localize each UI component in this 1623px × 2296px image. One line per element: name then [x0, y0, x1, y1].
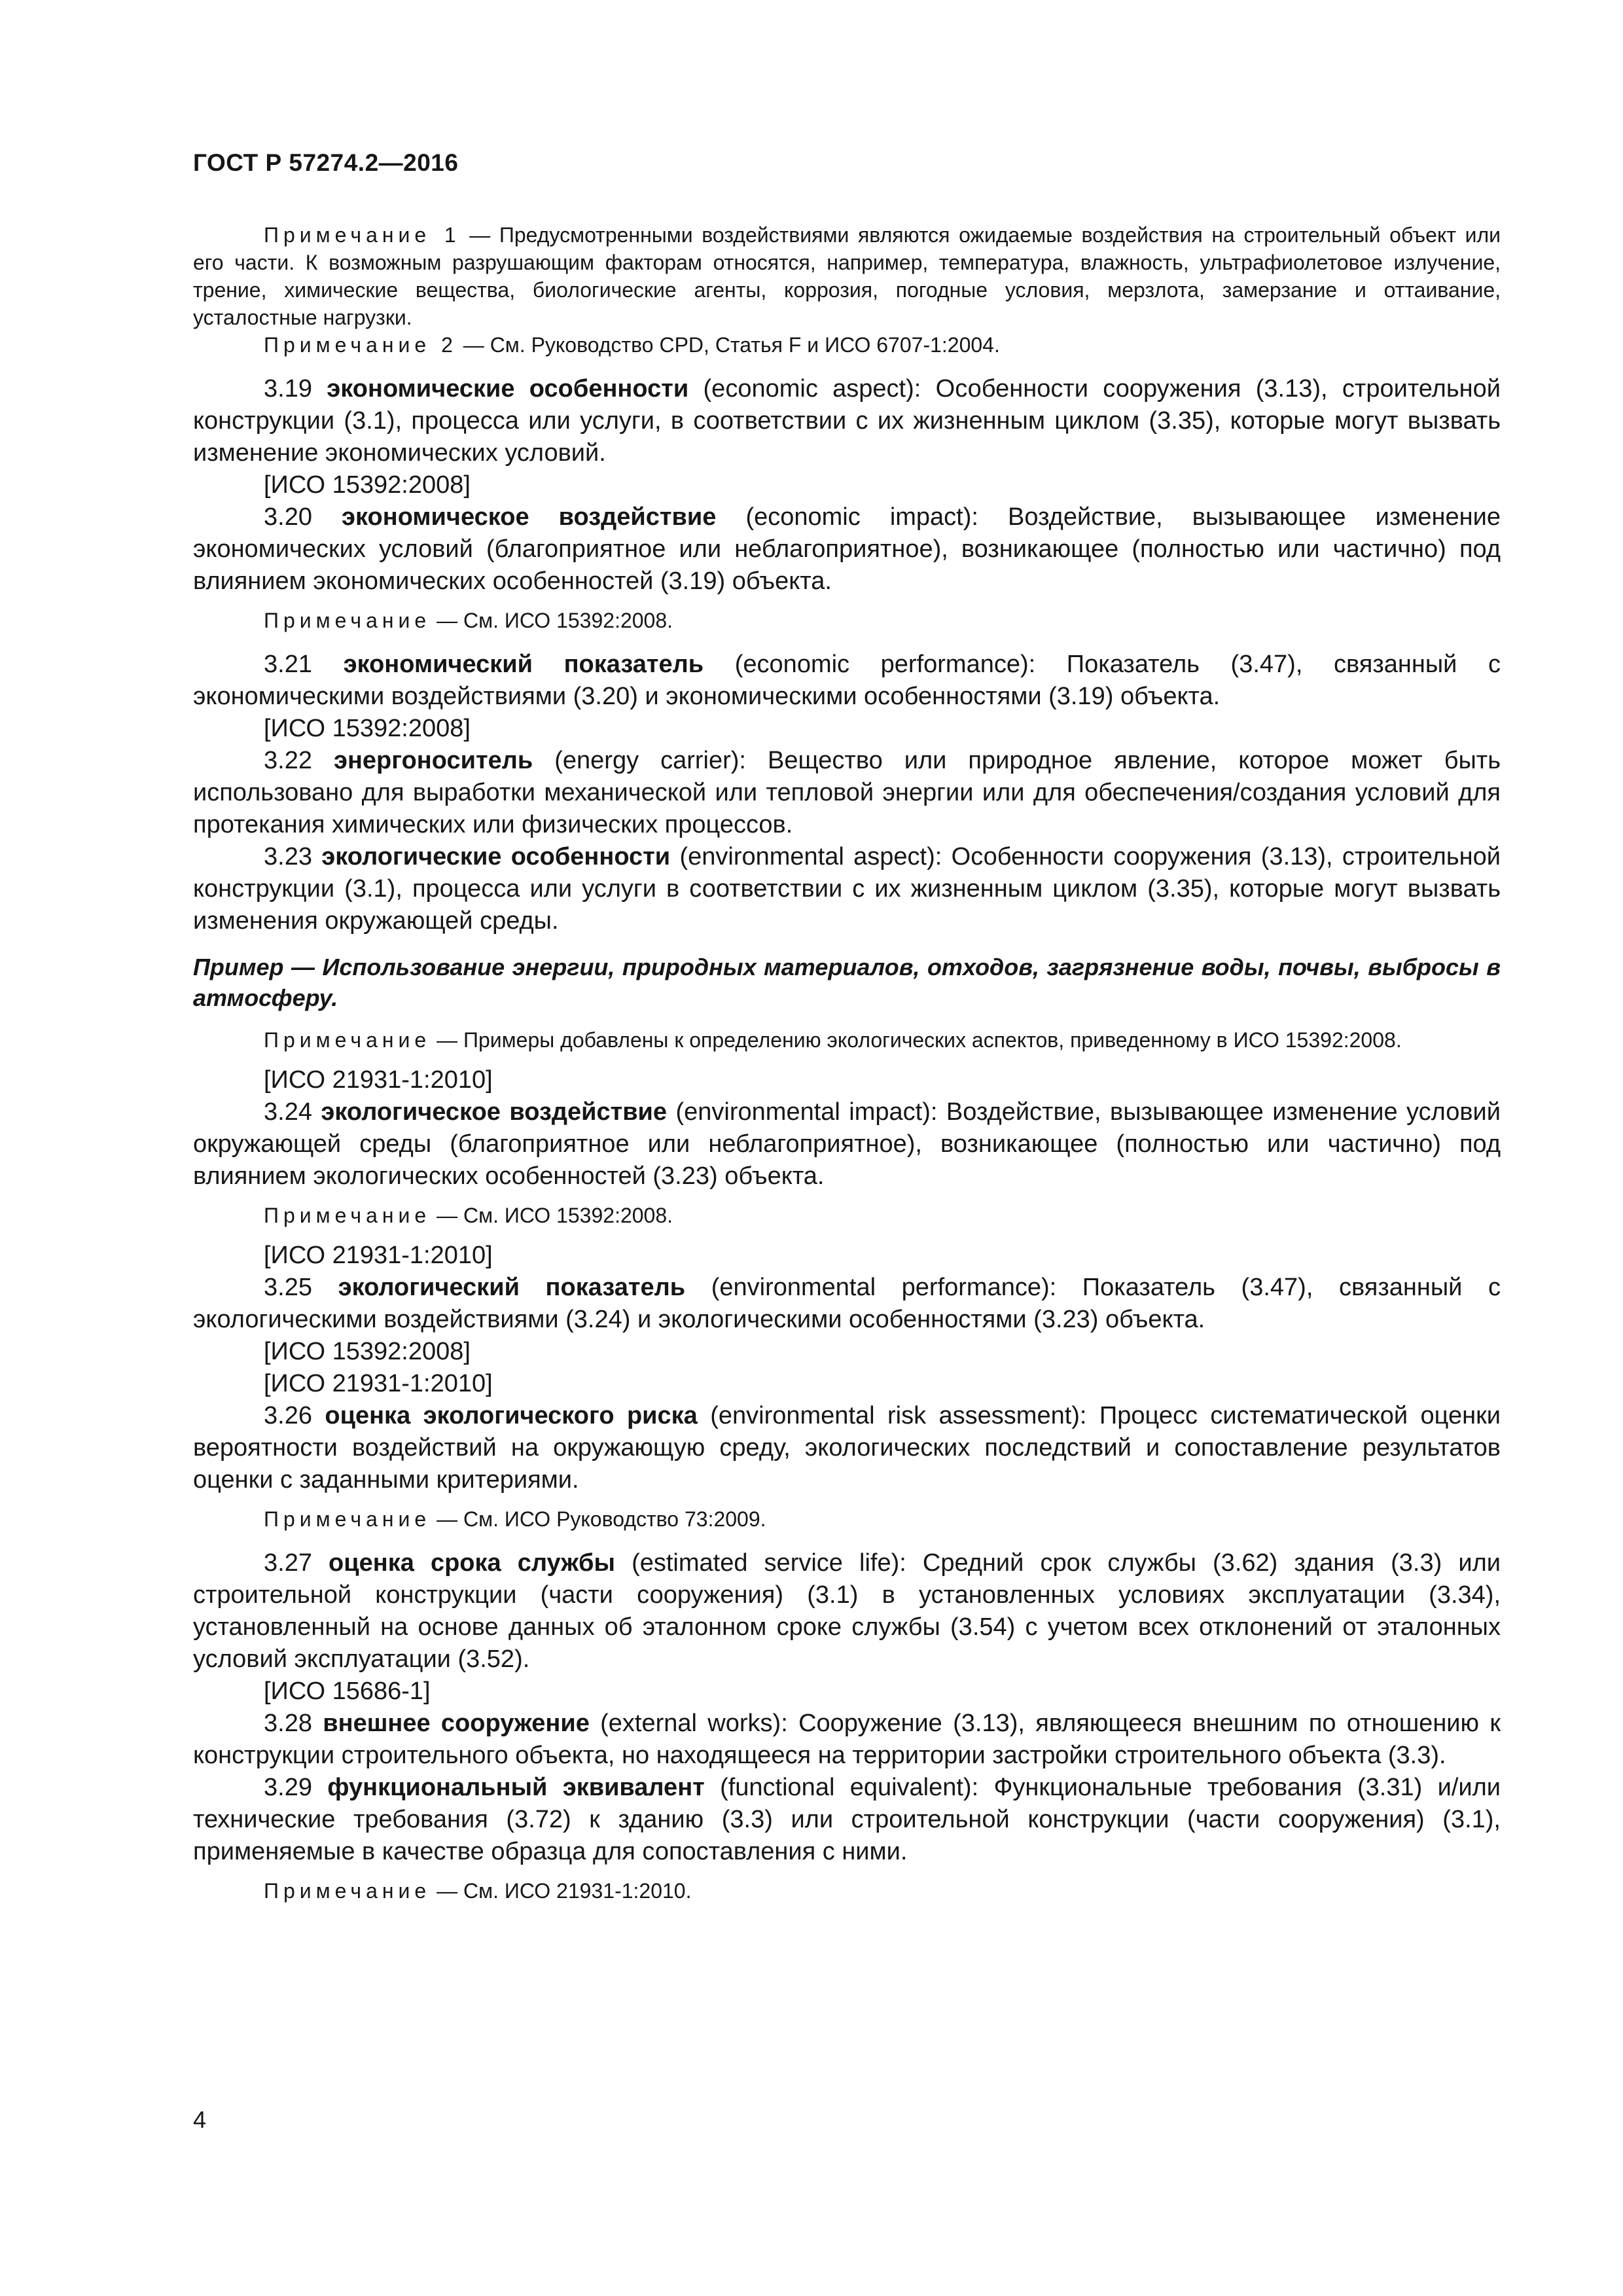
term-3-23 — [193, 841, 1501, 937]
term-number: 3.27 — [264, 1549, 329, 1577]
note-paragraph — [193, 221, 1501, 331]
term-number: 3.19 — [264, 375, 327, 403]
term-definition: (environmental aspect): Особенности сооружения (3.13), строительной конструкции (3.1), процесса или услуги в соответствии с их жизненным циклом (3.35), которые могут вызвать изменения окружающей среды. — [193, 843, 1501, 935]
note-paragraph — [193, 1026, 1501, 1054]
example-paragraph: Пример — Использование энергии, природных материалов, отходов, загрязнение воды, почвы, выбросы в атмосферу. — [193, 954, 1501, 1011]
reference: [ИСО 15392:2008] — [264, 1338, 471, 1365]
term-3-29 — [193, 1772, 1501, 1868]
term-number: 3.28 — [264, 1710, 323, 1737]
note-label: Примечание 2 — [264, 333, 457, 357]
note-label: Примечание 1 — [264, 223, 461, 247]
document-body — [193, 221, 1501, 1905]
note-label: Примечание — [264, 1204, 431, 1227]
reference: [ИСО 21931-1:2010] — [264, 1066, 493, 1094]
term-name: энергоноситель — [333, 747, 533, 774]
reference: [ИСО 15686-1] — [264, 1677, 431, 1705]
document-header: ГОСТ Р 57274.2—2016 — [193, 149, 459, 176]
note-text: — См. ИСО Руководство 73:2009. — [431, 1507, 766, 1531]
note-paragraph — [193, 607, 1501, 634]
term-number: 3.22 — [264, 747, 334, 774]
term-name: оценка экологического риска — [325, 1402, 698, 1429]
term-number: 3.29 — [264, 1774, 328, 1801]
term-definition: (estimated service life): Средний срок службы (3.62) здания (3.3) или строительной конструкции (части сооружения) (3.1) в установленных условиях эксплуатации (3.34), установленный на основе данных об эталонном сроке службы (3.54) с учетом всех отклонений от эталонных условий эксплуатации (3.52). — [193, 1549, 1501, 1673]
note-paragraph — [193, 1505, 1501, 1533]
reference: [ИСО 21931-1:2010] — [264, 1242, 493, 1269]
term-number: 3.21 — [264, 651, 344, 678]
note-text: — См. Руководство CPD, Статья F и ИСО 6707-1:2004. — [457, 333, 1000, 357]
term-number: 3.24 — [264, 1098, 321, 1126]
term-3-19 — [193, 373, 1501, 469]
note-label: Примечание — [264, 1507, 431, 1531]
term-name: функциональный эквивалент — [327, 1774, 705, 1801]
note-label: Примечание — [264, 1879, 431, 1903]
term-name: экономическое воздействие — [342, 503, 717, 531]
term-3-21 — [193, 649, 1501, 713]
note-text: — Предусмотренными воздействиями являются ожидаемые воздействия на строительный объект или его части. К возможным разрушающим факторам относятся, например, температура, влажность, ультрафиолетовое излучение, трение, химические вещества, биологические агенты, коррозия, погодные условия, мерзлота, замерзание и оттаивание, усталостные нагрузки. — [193, 223, 1501, 329]
reference: [ИСО 21931-1:2010] — [264, 1370, 493, 1397]
term-name: внешнее сооружение — [323, 1710, 590, 1737]
term-definition: (external works): Сооружение (3.13), являющееся внешним по отношению к конструкции строительного объекта, но находящееся на территории застройки строительного объекта (3.3). — [193, 1710, 1501, 1769]
note-label: Примечание — [264, 609, 431, 632]
note-text: — Примеры добавлены к определению экологических аспектов, приведенному в ИСО 15392:2008. — [431, 1028, 1402, 1052]
note-text: — См. ИСО 15392:2008. — [431, 609, 673, 632]
term-3-20 — [193, 501, 1501, 598]
note-label: Примечание — [264, 1028, 431, 1052]
term-name: экологическое воздействие — [321, 1098, 668, 1126]
term-number: 3.20 — [264, 503, 342, 531]
term-name: экологический показатель — [338, 1274, 686, 1301]
term-name: экологические особенности — [321, 843, 671, 870]
term-name: оценка срока службы — [329, 1549, 615, 1577]
term-definition: (environmental impact): Воздействие, вызывающее изменение условий окружающей среды (благоприятное или неблагоприятное), возникающее (полностью или частично) под влиянием экологических особенностей (3.23) объекта. — [193, 1098, 1501, 1190]
term-definition: (economic impact): Воздействие, вызывающее изменение экономических условий (благоприятное или неблагоприятное), возникающее (полностью или частично) под влиянием экономических особенностей (3.19) объекта. — [193, 503, 1501, 595]
note-paragraph — [193, 1202, 1501, 1229]
term-number: 3.26 — [264, 1402, 325, 1429]
term-number: 3.23 — [264, 843, 322, 870]
term-name: экономический показатель — [343, 651, 704, 678]
term-definition: (functional equivalent): Функциональные требования (3.31) и/или технические требования (3.72) к зданию (3.3) или строительной конструкции (части сооружения) (3.1), применяемые в качестве образца для сопоставления с ними. — [193, 1774, 1501, 1865]
term-3-22 — [193, 745, 1501, 841]
term-definition: (environmental risk assessment): Процесс систематической оценки вероятности воздействий на окружающую среду, экологических последствий и сопоставление результатов оценки с заданными критериями. — [193, 1402, 1501, 1494]
reference: [ИСО 15392:2008] — [264, 715, 471, 742]
note-text: — См. ИСО 15392:2008. — [431, 1204, 673, 1227]
term-definition: (economic aspect): Особенности сооружения (3.13), строительной конструкции (3.1), процесса или услуги, в соответствии с их жизненным циклом (3.35), которые могут вызвать изменение экономических условий. — [193, 375, 1501, 467]
term-number: 3.25 — [264, 1274, 338, 1301]
page-number: 4 — [193, 2106, 207, 2133]
term-name: экономические особенности — [327, 375, 689, 403]
term-3-27 — [193, 1547, 1501, 1676]
term-definition: (energy carrier): Вещество или природное явление, которое может быть использовано для выработки механической или тепловой энергии или для обеспечения/создания условий для протекания химических или физических процессов. — [193, 747, 1501, 838]
term-3-25 — [193, 1272, 1501, 1336]
term-definition: (environmental performance): Показатель (3.47), связанный с экологическими воздействиями (3.24) и экологическими особенностями (3.23) объекта. — [193, 1274, 1501, 1333]
term-3-24 — [193, 1096, 1501, 1193]
reference: [ИСО 15392:2008] — [264, 471, 471, 499]
term-definition: (economic performance): Показатель (3.47), связанный с экономическими воздействиями (3.20) и экономическими особенностями (3.19) объекта. — [193, 651, 1501, 710]
term-3-26 — [193, 1400, 1501, 1496]
term-3-28 — [193, 1708, 1501, 1772]
note-paragraph — [193, 331, 1501, 359]
note-paragraph — [193, 1877, 1501, 1905]
note-text: — См. ИСО 21931-1:2010. — [431, 1879, 692, 1903]
